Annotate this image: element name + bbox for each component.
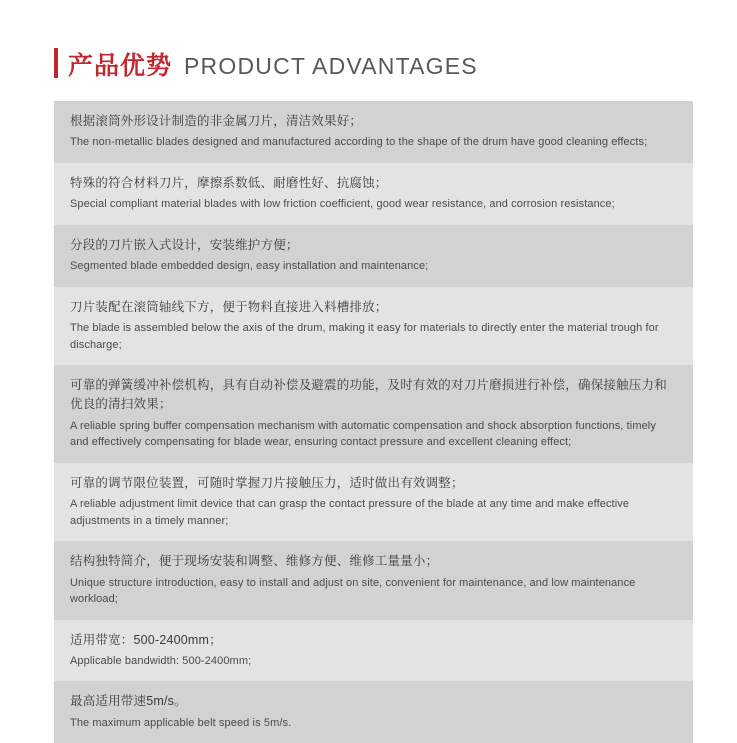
list-item-text-cn: 结构独特简介，便于现场安装和调整、维修方便、维修工量量小； <box>70 554 439 569</box>
accent-bar <box>54 48 58 78</box>
list-item-text-cn: 刀片装配在滚筒轴线下方，便于物料直接进入料槽排放； <box>70 299 388 314</box>
list-item-text-cn: 可靠的弹簧缓冲补偿机构，具有自动补偿及避震的功能，及时有效的对刀片磨损进行补偿，确保接触压力和优良的清扫效果； <box>70 378 667 412</box>
list-item-text-en: Special compliant material blades with low friction coefficient, good wear resistance, and corrosion resistance; <box>70 198 615 211</box>
list-item <box>54 681 693 743</box>
page-title-cn: 产品优势 <box>68 52 173 80</box>
list-item-text-cn: 可靠的调节限位装置，可随时掌握刀片接触压力，适时做出有效调整； <box>70 475 464 490</box>
page-title-en: PRODUCT ADVANTAGES <box>184 53 478 79</box>
list-item-text-en: The non-metallic blades designed and manufactured according to the shape of the drum have good cleaning effects; <box>70 136 648 149</box>
list-item-text-en: The blade is assembled below the axis of the drum, making it easy for materials to directly enter the material trough for discharge; <box>70 322 659 351</box>
list-item <box>54 225 693 287</box>
list-item <box>54 463 693 541</box>
list-item <box>54 101 693 163</box>
page-header <box>0 0 737 79</box>
list-item-text-cn: 特殊的符合材料刀片，摩擦系数低、耐磨性好、抗腐蚀； <box>70 175 388 190</box>
list-item-text-cn: 适用带宽：500-2400mm； <box>70 632 222 647</box>
list-item-text-cn: 根据滚筒外形设计制造的非金属刀片，清洁效果好； <box>70 114 363 128</box>
list-item <box>54 365 693 463</box>
advantages-list <box>0 101 737 743</box>
list-item-text-en: A reliable adjustment limit device that can grasp the contact pressure of the blade at any time and make effective adjustments in a timely manner; <box>70 498 630 527</box>
list-item <box>54 541 693 619</box>
list-item <box>54 620 693 682</box>
list-item-text-cn: 最高适用带速5m/s。 <box>70 694 187 709</box>
list-item <box>54 287 693 365</box>
list-item-text-cn: 分段的刀片嵌入式设计，安装维护方便； <box>70 237 299 252</box>
list-item-text-en: Applicable bandwidth: 500-2400mm; <box>70 654 252 667</box>
list-item-text-en: A reliable spring buffer compensation mechanism with automatic compensation and shock absorption functions, timely and effectively compensating for blade wear, ensuring contact pressure and excellent cleaning effect; <box>70 419 656 449</box>
list-item-text-en: Unique structure introduction, easy to install and adjust on site, convenient for maintenance, and low maintenance workload; <box>70 576 636 605</box>
list-item <box>54 163 693 225</box>
list-item-text-en: Segmented blade embedded design, easy installation and maintenance; <box>70 260 429 273</box>
list-item-text-en: The maximum applicable belt speed is 5m/s. <box>70 716 292 729</box>
